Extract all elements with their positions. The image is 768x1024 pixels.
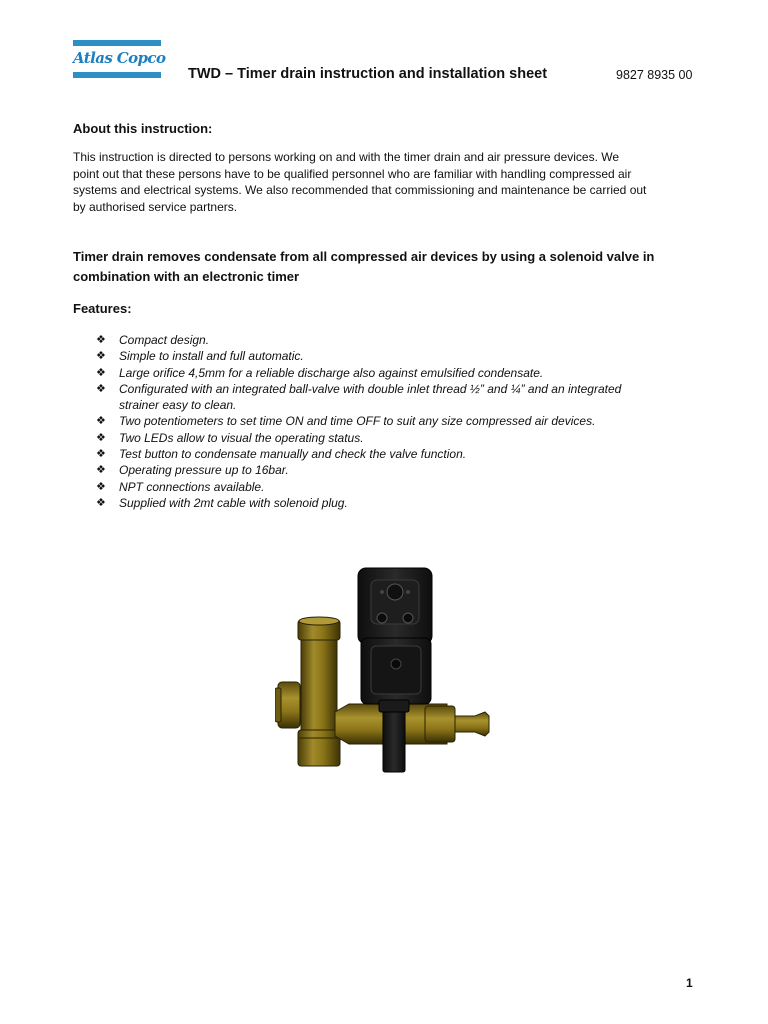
feature-text: Supplied with 2mt cable with solenoid plug.	[119, 495, 348, 510]
feature-text: Configurated with an integrated ball-valve with double inlet thread ½” and ¼” and an integrated	[119, 381, 622, 396]
list-item	[96, 462, 696, 478]
bullet-icon: ❖	[96, 334, 106, 346]
document-title: TWD – Timer drain instruction and installation sheet	[188, 66, 548, 82]
logo-bar-top	[73, 40, 161, 46]
features-list	[96, 332, 696, 511]
list-item	[96, 495, 696, 511]
logo-bar-bottom	[73, 72, 161, 78]
list-item	[96, 413, 696, 429]
bullet-icon: ❖	[96, 350, 106, 363]
feature-text: Operating pressure up to 16bar.	[119, 463, 289, 478]
list-item	[96, 365, 696, 381]
bullet-icon: ❖	[96, 496, 106, 509]
bullet-icon: ❖	[96, 480, 106, 493]
about-line: This instruction is directed to persons working on and with the timer drain and air pressure devices. We	[73, 150, 620, 164]
bullet-icon: ❖	[96, 448, 106, 461]
lead-line: combination with an electronic timer	[73, 269, 300, 284]
page-number: 1	[686, 976, 693, 990]
feature-text: NPT connections available.	[119, 479, 265, 494]
atlas-copco-logo	[73, 40, 166, 80]
about-heading: About this instruction:	[73, 121, 213, 136]
list-item	[96, 332, 696, 348]
lead-line: Timer drain removes condensate from all compressed air devices by using a solenoid valve in	[73, 249, 655, 264]
about-line: point out that these persons have to be qualified personnel who are familiar with handling compressed air	[73, 166, 632, 181]
bullet-icon: ❖	[96, 366, 106, 379]
feature-text: Large orifice 4,5mm for a reliable discharge also against emulsified condensate.	[119, 365, 544, 380]
list-item	[96, 479, 696, 495]
list-item	[96, 381, 696, 414]
about-paragraph	[73, 149, 698, 215]
about-line: by authorised service partners.	[73, 199, 238, 214]
feature-text: Simple to install and full automatic.	[119, 349, 304, 364]
feature-text-continued: strainer easy to clean.	[119, 398, 237, 413]
bullet-icon: ❖	[96, 382, 106, 395]
feature-text: Two LEDs allow to visual the operating status.	[119, 430, 364, 445]
about-line: systems and electrical systems. We also recommended that commissioning and maintenance be carried out	[73, 183, 647, 197]
bullet-icon: ❖	[96, 415, 106, 428]
features-heading: Features:	[73, 301, 132, 316]
logo-wordmark: Atlas Copco	[73, 49, 166, 67]
bullet-icon: ❖	[96, 464, 106, 477]
feature-text: Two potentiometers to set time ON and time OFF to suit any size compressed air devices.	[119, 414, 596, 429]
feature-text: Compact design.	[119, 333, 210, 347]
lead-statement	[73, 247, 698, 287]
list-item	[96, 446, 696, 462]
document-number: 9827 8935 00	[616, 68, 693, 82]
timer-drain-product-image	[275, 560, 497, 775]
list-item	[96, 430, 696, 446]
list-item	[96, 348, 696, 364]
bullet-icon: ❖	[96, 431, 106, 444]
feature-text: Test button to condensate manually and check the valve function.	[119, 447, 467, 462]
